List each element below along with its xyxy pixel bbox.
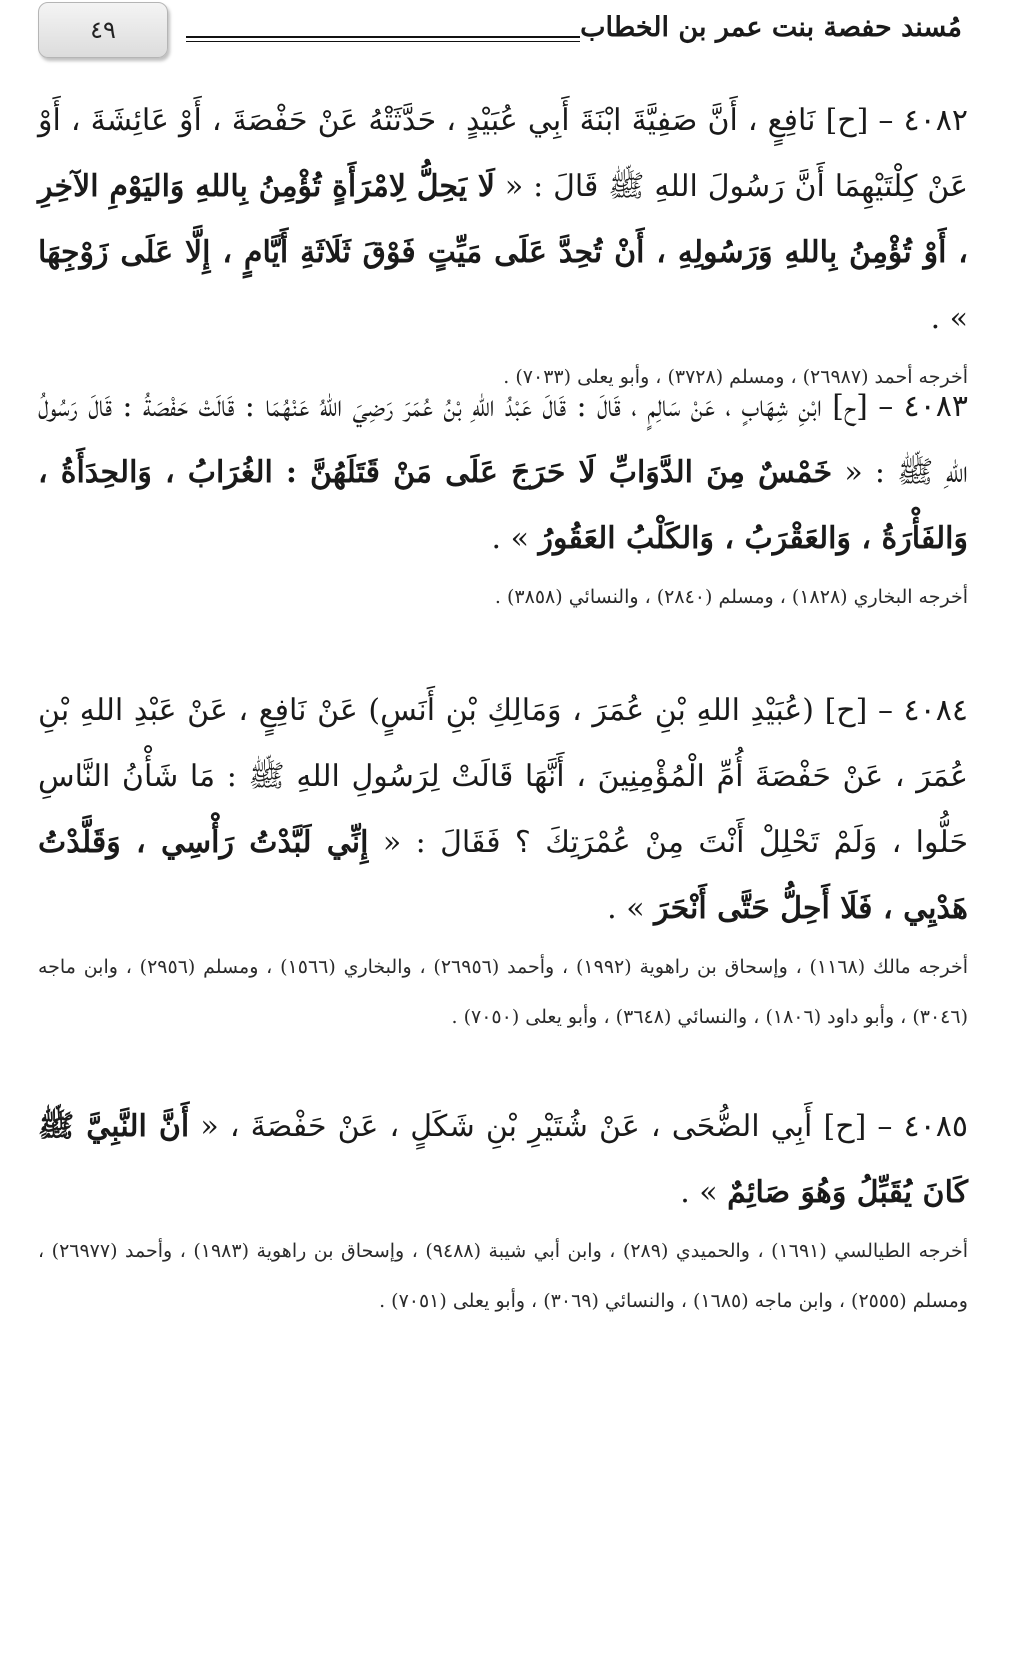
hadith-entry (38, 88, 968, 402)
page-number-badge (38, 2, 168, 58)
header-rule-thin (186, 41, 580, 42)
hadith-entry (38, 1094, 968, 1326)
hadith-text (38, 88, 968, 352)
hadith-matn: إِنِّي لَبَّدْتُ رَأْسِي ، وَقَلَّدْتُ هَدْيِي ، فَلَا أَحِلُّ حَتَّى أَنْحَرَ (38, 825, 968, 926)
hadith-entry (38, 374, 968, 622)
hadith-number: ٤٠٨٥ (903, 1109, 968, 1144)
hadith-text (38, 678, 968, 942)
hadith-matn: أَنَّ النَّبِيَّ ﷺ كَانَ يُقَبِّلُ وَهُوَ صَائِمٌ (38, 1109, 968, 1210)
hadith-isnad: – [ح] (عُبَيْدِ اللهِ بْنِ عُمَرَ ، وَمَالِكِ بْنِ أَنَسٍ) عَنْ نَافِعٍ ، عَنْ عَبْدِ اللهِ بْنِ عُمَرَ ، عَنْ حَفْصَةَ أُمِّ الْمُؤْمِنِينَ ، أَنَّهَا قَالَتْ لِرَسُولِ اللهِ ﷺ : مَا شَأْنُ النَّاسِ حَلُّوا ، وَلَمْ تَحْلِلْ أَنْتَ مِنْ عُمْرَتِكَ ؟ فَقَالَ : « (38, 693, 968, 860)
hadith-entry (38, 678, 968, 1042)
hadith-closing: » . (930, 301, 968, 336)
hadith-takhrij: أخرجه مالك (١١٦٨) ، وإسحاق بن راهوية (١٩٩٢) ، وأحمد (٢٦٩٥٦) ، والبخاري (١٥٦٦) ، ومسلم (٢٩٥٦) ، وابن ماجه (٣٠٤٦) ، وأبو داود (١٨٠٦) ، والنسائي (٣٦٤٨) ، وأبو يعلى (٧٠٥٠) . (38, 956, 968, 1028)
hadith-isnad: – [ح] ابْنِ شِهَابٍ ، عَنْ سَالِمٍ ، قَالَ : قَالَ عَبْدُ اللهِ بْنُ عُمَرَ رَضِيَ اللهُ عَنْهُمَا : قَالَتْ حَفْصَةُ : قَالَ رَسُولُ اللهِ ﷺ : « (38, 389, 968, 490)
hadith-number: ٤٠٨٢ (903, 103, 968, 138)
hadith-takhrij: أخرجه الطيالسي (١٦٩١) ، والحميدي (٢٨٩) ، وابن أبي شيبة (٩٤٨٨) ، وإسحاق بن راهوية (١٩٨٣) ، وأحمد (٢٦٩٧٧) ، ومسلم (٢٥٥٥) ، وابن ماجه (١٦٨٥) ، والنسائي (٣٠٦٩) ، وأبو يعلى (٧٠٥١) . (38, 1240, 969, 1312)
hadith-isnad: – [ح] أَبِي الضُّحَى ، عَنْ شُتَيْرِ بْنِ شَكَلٍ ، عَنْ حَفْصَةَ ، « (200, 1109, 893, 1144)
header-rule (186, 36, 580, 38)
hadith-matn: خَمْسٌ مِنَ الدَّوَابِّ لَا حَرَجَ عَلَى مَنْ قَتَلَهُنَّ : الغُرَابُ ، وَالحِدَأَةُ ، وَالفَأْرَةُ ، وَالعَقْرَبُ ، وَالكَلْبُ العَقُورُ (38, 455, 968, 556)
hadith-closing: » . (607, 891, 645, 926)
hadith-takhrij: أخرجه أحمد (٢٦٩٨٧) ، ومسلم (٣٧٢٨) ، وأبو يعلى (٧٠٣٣) . (503, 366, 968, 388)
hadith-closing: » . (491, 521, 529, 556)
page-header (0, 0, 1010, 80)
hadith-matn: لَا يَحِلُّ لِامْرَأَةٍ تُؤْمِنُ بِاللهِ وَاليَوْمِ الآخِرِ ، أَوْ تُؤْمِنُ بِاللهِ وَرَسُولِهِ ، أَنْ تُحِدَّ عَلَى مَيِّتٍ فَوْقَ ثَلَاثَةِ أَيَّامٍ ، إِلَّا عَلَى زَوْجِهَا (38, 169, 968, 270)
hadith-text (38, 1094, 968, 1226)
hadith-number: ٤٠٨٣ (903, 389, 968, 424)
hadith-closing: » . (680, 1175, 718, 1210)
hadith-takhrij: أخرجه البخاري (١٨٢٨) ، ومسلم (٢٨٤٠) ، والنسائي (٣٨٥٨) . (494, 586, 968, 608)
hadith-isnad: – [ح] نَافِعٍ ، أَنَّ صَفِيَّةَ ابْنَةَ أَبِي عُبَيْدٍ ، حَدَّثَتْهُ عَنْ حَفْصَةَ ، أَوْ عَائِشَةَ ، أَوْ عَنْ كِلْتَيْهِمَا أَنَّ رَسُولَ اللهِ ﷺ قَالَ : « (38, 103, 968, 204)
page-number: ٤٩ (90, 16, 116, 44)
hadith-text (38, 374, 968, 572)
hadith-number: ٤٠٨٤ (903, 693, 968, 728)
book-title: مُسند حفصة بنت عمر بن الخطاب (580, 12, 962, 43)
